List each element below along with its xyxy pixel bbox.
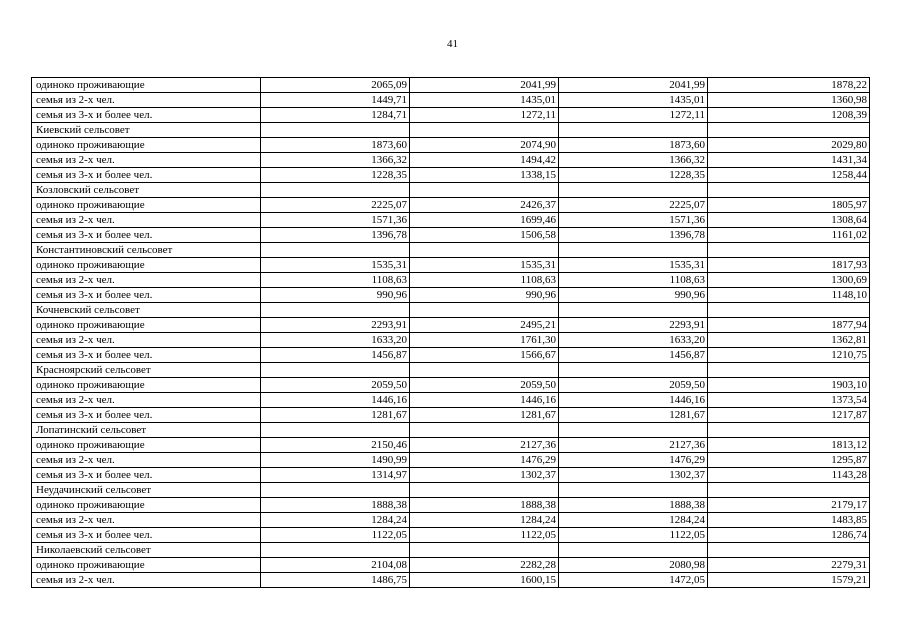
- row-label: семья из 2-х чел.: [32, 453, 261, 468]
- value-cell-col-1: [261, 363, 410, 378]
- value-cell-col-1: [261, 423, 410, 438]
- value-cell-col-2: 1122,05: [410, 528, 559, 543]
- value-cell-col-2: 2127,36: [410, 438, 559, 453]
- value-cell-col-4: 1373,54: [708, 393, 870, 408]
- value-cell-col-4: 1360,98: [708, 93, 870, 108]
- value-cell-col-2: 1435,01: [410, 93, 559, 108]
- value-cell-col-1: 990,96: [261, 288, 410, 303]
- row-label: семья из 2-х чел.: [32, 213, 261, 228]
- value-cell-col-4: 1579,21: [708, 573, 870, 588]
- value-cell-col-1: 1456,87: [261, 348, 410, 363]
- value-cell-col-2: [410, 363, 559, 378]
- value-cell-col-3: 1472,05: [559, 573, 708, 588]
- value-cell-col-2: [410, 303, 559, 318]
- value-cell-col-4: 1813,12: [708, 438, 870, 453]
- value-cell-col-2: 2426,37: [410, 198, 559, 213]
- row-label: семья из 3-х и более чел.: [32, 168, 261, 183]
- value-cell-col-2: 1566,67: [410, 348, 559, 363]
- table-row: [32, 108, 870, 123]
- value-cell-col-1: 1108,63: [261, 273, 410, 288]
- row-label: семья из 3-х и более чел.: [32, 468, 261, 483]
- table-row: [32, 393, 870, 408]
- value-cell-col-3: 1888,38: [559, 498, 708, 513]
- value-cell-col-3: [559, 363, 708, 378]
- row-label: семья из 2-х чел.: [32, 93, 261, 108]
- table-row: [32, 93, 870, 108]
- value-cell-col-2: 2041,99: [410, 78, 559, 93]
- table-row: [32, 168, 870, 183]
- value-cell-col-2: 2282,28: [410, 558, 559, 573]
- table-row: [32, 303, 870, 318]
- row-label: семья из 3-х и более чел.: [32, 228, 261, 243]
- row-label: одиноко проживающие: [32, 138, 261, 153]
- value-cell-col-4: 1148,10: [708, 288, 870, 303]
- value-cell-col-3: 2080,98: [559, 558, 708, 573]
- value-cell-col-1: 1314,97: [261, 468, 410, 483]
- value-cell-col-3: 1396,78: [559, 228, 708, 243]
- table-row: [32, 243, 870, 258]
- row-label: Лопатинский сельсовет: [32, 423, 261, 438]
- value-cell-col-4: 1210,75: [708, 348, 870, 363]
- table-row: [32, 573, 870, 588]
- table-row: [32, 213, 870, 228]
- value-cell-col-3: 1302,37: [559, 468, 708, 483]
- table-row: [32, 483, 870, 498]
- value-cell-col-1: [261, 303, 410, 318]
- row-label: Николаевский сельсовет: [32, 543, 261, 558]
- value-cell-col-1: 1873,60: [261, 138, 410, 153]
- table-row: [32, 423, 870, 438]
- row-label: Красноярский сельсовет: [32, 363, 261, 378]
- value-cell-col-4: 1308,64: [708, 213, 870, 228]
- value-cell-col-1: 1228,35: [261, 168, 410, 183]
- value-cell-col-4: [708, 543, 870, 558]
- value-cell-col-3: 1456,87: [559, 348, 708, 363]
- row-label: одиноко проживающие: [32, 198, 261, 213]
- table-row: [32, 363, 870, 378]
- value-cell-col-3: [559, 483, 708, 498]
- table-row: [32, 348, 870, 363]
- value-cell-col-1: 2104,08: [261, 558, 410, 573]
- row-label: семья из 3-х и более чел.: [32, 348, 261, 363]
- value-cell-col-3: 2041,99: [559, 78, 708, 93]
- table-row: [32, 498, 870, 513]
- value-cell-col-3: [559, 303, 708, 318]
- value-cell-col-2: 1302,37: [410, 468, 559, 483]
- value-cell-col-2: 1494,42: [410, 153, 559, 168]
- value-cell-col-1: 1571,36: [261, 213, 410, 228]
- value-cell-col-3: 1435,01: [559, 93, 708, 108]
- value-cell-col-1: 1281,67: [261, 408, 410, 423]
- value-cell-col-3: 1366,32: [559, 153, 708, 168]
- value-cell-col-4: 1208,39: [708, 108, 870, 123]
- row-label: одиноко проживающие: [32, 558, 261, 573]
- value-cell-col-4: 1143,28: [708, 468, 870, 483]
- table-row: [32, 408, 870, 423]
- value-cell-col-4: 2179,17: [708, 498, 870, 513]
- value-cell-col-1: 1535,31: [261, 258, 410, 273]
- value-cell-col-1: [261, 123, 410, 138]
- value-cell-col-3: 1535,31: [559, 258, 708, 273]
- value-cell-col-3: 1873,60: [559, 138, 708, 153]
- row-label: семья из 2-х чел.: [32, 333, 261, 348]
- value-cell-col-1: 1122,05: [261, 528, 410, 543]
- value-cell-col-2: [410, 243, 559, 258]
- value-cell-col-2: 1281,67: [410, 408, 559, 423]
- row-label: семья из 2-х чел.: [32, 573, 261, 588]
- value-cell-col-4: 1258,44: [708, 168, 870, 183]
- value-cell-col-3: [559, 243, 708, 258]
- row-label: семья из 2-х чел.: [32, 273, 261, 288]
- row-label: семья из 2-х чел.: [32, 393, 261, 408]
- value-cell-col-2: 990,96: [410, 288, 559, 303]
- value-cell-col-3: 1633,20: [559, 333, 708, 348]
- value-cell-col-4: 1817,93: [708, 258, 870, 273]
- row-label: одиноко проживающие: [32, 318, 261, 333]
- table-row: [32, 378, 870, 393]
- table-row: [32, 468, 870, 483]
- value-cell-col-1: [261, 483, 410, 498]
- value-cell-col-2: 1506,58: [410, 228, 559, 243]
- value-cell-col-1: 2065,09: [261, 78, 410, 93]
- value-cell-col-1: 1888,38: [261, 498, 410, 513]
- value-cell-col-3: 990,96: [559, 288, 708, 303]
- table-row: [32, 228, 870, 243]
- row-label: семья из 3-х и более чел.: [32, 408, 261, 423]
- value-cell-col-2: 1272,11: [410, 108, 559, 123]
- row-label: одиноко проживающие: [32, 438, 261, 453]
- value-cell-col-4: [708, 363, 870, 378]
- value-cell-col-4: [708, 303, 870, 318]
- table-row: [32, 513, 870, 528]
- table-row: [32, 318, 870, 333]
- row-label: семья из 2-х чел.: [32, 153, 261, 168]
- row-label: семья из 3-х и более чел.: [32, 108, 261, 123]
- table-row: [32, 153, 870, 168]
- value-cell-col-3: 1284,24: [559, 513, 708, 528]
- value-cell-col-3: 1281,67: [559, 408, 708, 423]
- row-label: Кочневский сельсовет: [32, 303, 261, 318]
- table-row: [32, 543, 870, 558]
- value-cell-col-1: 1396,78: [261, 228, 410, 243]
- table-row: [32, 288, 870, 303]
- value-cell-col-3: 2225,07: [559, 198, 708, 213]
- row-label: одиноко проживающие: [32, 258, 261, 273]
- value-cell-col-3: 1228,35: [559, 168, 708, 183]
- value-cell-col-1: 1446,16: [261, 393, 410, 408]
- value-cell-col-4: 1903,10: [708, 378, 870, 393]
- value-cell-col-4: 1878,22: [708, 78, 870, 93]
- value-cell-col-3: 1108,63: [559, 273, 708, 288]
- row-label: Козловский сельсовет: [32, 183, 261, 198]
- value-cell-col-1: 2059,50: [261, 378, 410, 393]
- value-cell-col-1: 1366,32: [261, 153, 410, 168]
- row-label: семья из 3-х и более чел.: [32, 288, 261, 303]
- table-row: [32, 333, 870, 348]
- value-cell-col-4: 2279,31: [708, 558, 870, 573]
- value-cell-col-2: 1284,24: [410, 513, 559, 528]
- table-row: [32, 438, 870, 453]
- value-cell-col-4: 2029,80: [708, 138, 870, 153]
- value-cell-col-3: [559, 183, 708, 198]
- value-cell-col-3: 2127,36: [559, 438, 708, 453]
- value-cell-col-4: [708, 243, 870, 258]
- value-cell-col-1: [261, 543, 410, 558]
- value-cell-col-2: [410, 183, 559, 198]
- row-label: Киевский сельсовет: [32, 123, 261, 138]
- value-cell-col-3: 1122,05: [559, 528, 708, 543]
- value-cell-col-2: 1888,38: [410, 498, 559, 513]
- value-cell-col-3: 1571,36: [559, 213, 708, 228]
- row-label: Константиновский сельсовет: [32, 243, 261, 258]
- value-cell-col-4: 1217,87: [708, 408, 870, 423]
- value-cell-col-2: 1699,46: [410, 213, 559, 228]
- table-row: [32, 258, 870, 273]
- value-cell-col-4: 1877,94: [708, 318, 870, 333]
- value-cell-col-1: 1284,24: [261, 513, 410, 528]
- value-cell-col-3: 2293,91: [559, 318, 708, 333]
- value-cell-col-4: 1161,02: [708, 228, 870, 243]
- table-row: [32, 183, 870, 198]
- value-cell-col-2: [410, 543, 559, 558]
- value-cell-col-3: [559, 543, 708, 558]
- value-cell-col-2: 1476,29: [410, 453, 559, 468]
- table-row: [32, 78, 870, 93]
- row-label: семья из 2-х чел.: [32, 513, 261, 528]
- value-cell-col-3: 2059,50: [559, 378, 708, 393]
- value-cell-col-1: 1284,71: [261, 108, 410, 123]
- value-cell-col-2: 1535,31: [410, 258, 559, 273]
- value-cell-col-2: 2074,90: [410, 138, 559, 153]
- value-cell-col-3: 1272,11: [559, 108, 708, 123]
- value-cell-col-3: [559, 423, 708, 438]
- value-cell-col-3: 1446,16: [559, 393, 708, 408]
- row-label: одиноко проживающие: [32, 498, 261, 513]
- table-row: [32, 453, 870, 468]
- value-cell-col-4: [708, 483, 870, 498]
- value-cell-col-1: 1449,71: [261, 93, 410, 108]
- value-cell-col-1: [261, 183, 410, 198]
- value-cell-col-2: 1108,63: [410, 273, 559, 288]
- value-cell-col-2: 1338,15: [410, 168, 559, 183]
- value-cell-col-4: [708, 183, 870, 198]
- table-row: [32, 273, 870, 288]
- value-cell-col-2: 2495,21: [410, 318, 559, 333]
- value-cell-col-2: 1446,16: [410, 393, 559, 408]
- row-label: Неудачинский сельсовет: [32, 483, 261, 498]
- table-row: [32, 198, 870, 213]
- value-cell-col-2: [410, 123, 559, 138]
- value-cell-col-4: 1295,87: [708, 453, 870, 468]
- value-cell-col-4: 1431,34: [708, 153, 870, 168]
- value-cell-col-1: 1633,20: [261, 333, 410, 348]
- table-body: [32, 78, 870, 588]
- value-cell-col-3: 1476,29: [559, 453, 708, 468]
- value-cell-col-2: [410, 483, 559, 498]
- value-cell-col-1: 1490,99: [261, 453, 410, 468]
- table-row: [32, 558, 870, 573]
- table-row: [32, 123, 870, 138]
- row-label: одиноко проживающие: [32, 378, 261, 393]
- value-cell-col-4: 1300,69: [708, 273, 870, 288]
- value-cell-col-2: 1600,15: [410, 573, 559, 588]
- value-cell-col-4: 1362,81: [708, 333, 870, 348]
- data-table: [31, 77, 870, 588]
- value-cell-col-4: 1805,97: [708, 198, 870, 213]
- value-cell-col-4: 1483,85: [708, 513, 870, 528]
- page-number: 41: [447, 38, 458, 50]
- value-cell-col-1: 2293,91: [261, 318, 410, 333]
- table-row: [32, 138, 870, 153]
- row-label: одиноко проживающие: [32, 78, 261, 93]
- value-cell-col-2: [410, 423, 559, 438]
- value-cell-col-2: 2059,50: [410, 378, 559, 393]
- value-cell-col-3: [559, 123, 708, 138]
- value-cell-col-4: [708, 123, 870, 138]
- value-cell-col-4: [708, 423, 870, 438]
- row-label: семья из 3-х и более чел.: [32, 528, 261, 543]
- value-cell-col-1: [261, 243, 410, 258]
- value-cell-col-1: 2150,46: [261, 438, 410, 453]
- table-row: [32, 528, 870, 543]
- value-cell-col-1: 1486,75: [261, 573, 410, 588]
- value-cell-col-1: 2225,07: [261, 198, 410, 213]
- value-cell-col-4: 1286,74: [708, 528, 870, 543]
- value-cell-col-2: 1761,30: [410, 333, 559, 348]
